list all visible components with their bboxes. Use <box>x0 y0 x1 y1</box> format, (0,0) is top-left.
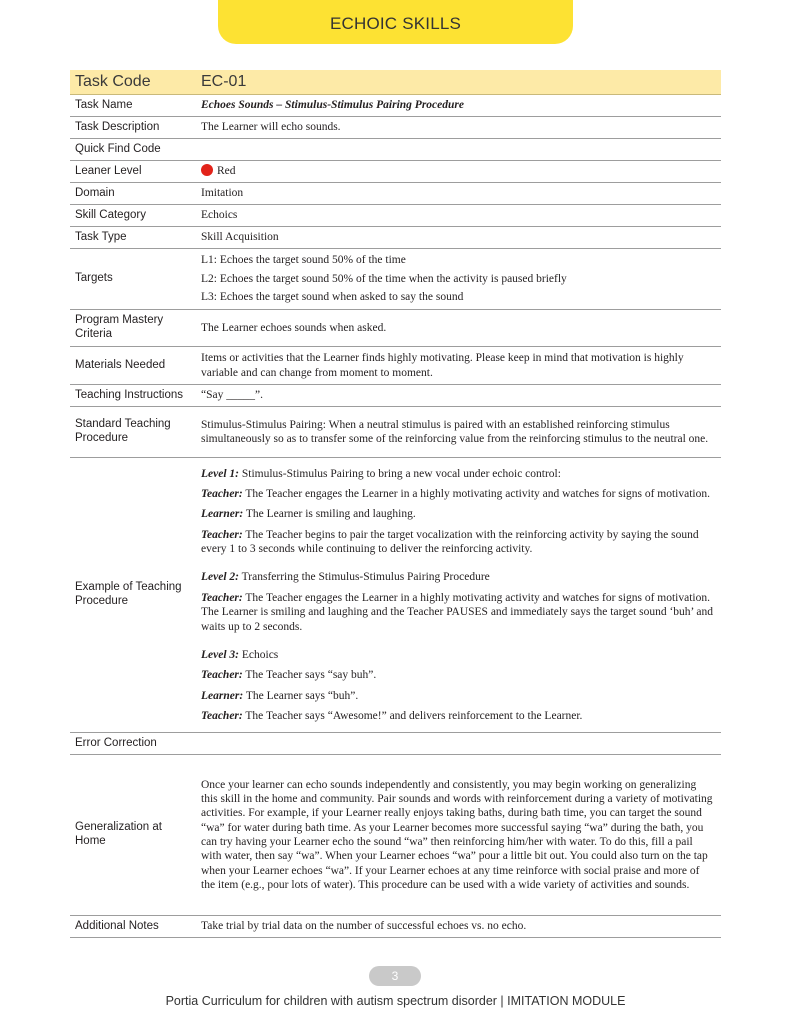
footer-text: Portia Curriculum for children with autism spectrum disorder | IMITATION MODULE <box>165 994 626 1008</box>
dialogue-line: Teacher: The Teacher says “Awesome!” and delivers reinforcement to the Learner. <box>201 710 583 723</box>
instructions-value: “Say _____”. <box>201 389 263 402</box>
task-code-value: EC-01 <box>201 73 247 90</box>
materials-label: Materials Needed <box>75 358 166 371</box>
instructions-label: Teaching Instructions <box>75 388 184 401</box>
task-type-value: Skill Acquisition <box>201 231 279 244</box>
level-2-heading: Level 2: Transferring the Stimulus-Stimulus Pairing Procedure <box>201 571 490 584</box>
notes-value: Take trial by trial data on the number of successful echoes vs. no echo. <box>201 920 527 933</box>
task-table <box>70 70 721 938</box>
row-skill-category <box>70 205 721 227</box>
learner-level-value <box>195 161 721 182</box>
targets-label: Targets <box>75 272 113 285</box>
mastery-label: Program Mastery Criteria <box>75 314 164 340</box>
domain-value: Imitation <box>201 187 244 200</box>
error-correction-value <box>195 733 721 754</box>
generalization-value: Once your learner can echo sounds independently and consistently, you may begin working on generalizing this skill in the home and community. Pair sounds and words with reinforcement during a variety of motivating activities. For example, if your Learner really enjoys taking baths, during bath time, you can target the sound “wa” for water during bath time. As your Learner becomes more successful saying “wa” during the bath, you can try having your Learner echo the sound “wa” then reinforcing him/her with water. To do this, fill a pail with water, then say “wa”. When your Learner echoes “wa” pour a little bit out. You could also turn on the tap when your Learner echoes “wa”. If your Learner echoes at any time reinforce with social praise and more of the item (e.g., pour lots of water). This procedure can be used with a wide variety of activities and sounds. <box>201 778 713 892</box>
page-number-badge: 3 <box>369 966 421 986</box>
row-task-description <box>70 117 721 139</box>
dialogue-line: Teacher: The Teacher engages the Learner in a highly motivating activity and watches for signs of motivation. The Learner is smiling and laughing and the Teacher PAUSES and immediately says the target sound ‘buh’ and waits up to 2 seconds. <box>201 591 714 633</box>
task-description-label: Task Description <box>75 120 160 133</box>
mastery-value: The Learner echoes sounds when asked. <box>201 321 387 334</box>
row-program-mastery <box>70 310 721 347</box>
task-name-label: Task Name <box>75 98 133 111</box>
page-title: ECHOIC SKILLS <box>329 14 462 33</box>
domain-label: Domain <box>75 186 115 199</box>
level-1-heading: Level 1: Stimulus-Stimulus Pairing to bring a new vocal under echoic control: <box>201 467 561 480</box>
row-standard-procedure <box>70 407 721 458</box>
target-item: L1: Echoes the target sound 50% of the time <box>201 254 406 267</box>
task-name-value: Echoes Sounds – Stimulus-Stimulus Pairing Procedure <box>201 99 464 112</box>
dialogue-line: Learner: The Learner says “buh”. <box>201 689 359 702</box>
row-additional-notes <box>70 916 721 938</box>
learner-level-text: Red <box>217 165 236 178</box>
error-correction-label: Error Correction <box>75 736 157 749</box>
dialogue-line: Teacher: The Teacher begins to pair the target vocalization with the reinforcing activity by saying the sound every 1 to 3 seconds while continuing to deliver the reinforcing activity. <box>201 528 699 556</box>
row-task-type <box>70 227 721 249</box>
task-type-label: Task Type <box>75 230 127 243</box>
row-error-correction <box>70 733 721 755</box>
row-example-procedure <box>70 458 721 733</box>
row-materials <box>70 347 721 385</box>
learner-level-label: Leaner Level <box>75 164 142 177</box>
standard-procedure-value: Stimulus-Stimulus Pairing: When a neutral stimulus is paired with an established reinforcing stimulus simultaneously so as to transfer some of the reinforcing value from the reinforcing stimulus to the neutral one. <box>201 418 709 445</box>
row-teaching-instructions <box>70 385 721 407</box>
dialogue-line: Teacher: The Teacher engages the Learner in a highly motivating activity and watches for signs of motivation. <box>201 487 710 500</box>
generalization-label: Generalization at Home <box>75 821 162 847</box>
row-learner-level <box>70 161 721 183</box>
dialogue-line: Teacher: The Teacher says “say buh”. <box>201 669 377 682</box>
dialogue-line: Learner: The Learner is smiling and laughing. <box>201 508 416 521</box>
row-quick-find-code <box>70 139 721 161</box>
notes-label: Additional Notes <box>75 919 159 932</box>
level-3-heading: Level 3: Echoics <box>201 648 279 661</box>
red-level-dot-icon <box>201 164 213 176</box>
row-generalization <box>70 755 721 916</box>
targets-value <box>195 249 721 309</box>
row-task-code <box>70 70 721 95</box>
row-task-name <box>70 95 721 117</box>
skill-category-value: Echoics <box>201 209 238 222</box>
row-domain <box>70 183 721 205</box>
task-description-value: The Learner will echo sounds. <box>201 121 341 134</box>
quick-find-code-value <box>195 139 721 160</box>
example-value <box>195 458 721 732</box>
example-label: Example of Teaching Procedure <box>75 581 182 607</box>
standard-procedure-label: Standard Teaching Procedure <box>75 418 171 444</box>
target-item: L2: Echoes the target sound 50% of the time when the activity is paused briefly <box>201 272 567 285</box>
materials-value: Items or activities that the Learner finds highly motivating. Please keep in mind that motivation is highly variable and can change from moment to moment. <box>201 352 684 379</box>
row-targets <box>70 249 721 310</box>
task-code-label: Task Code <box>75 73 151 91</box>
quick-find-code-label: Quick Find Code <box>75 142 161 155</box>
target-item: L3: Echoes the target sound when asked to say the sound <box>201 291 464 304</box>
skill-category-label: Skill Category <box>75 208 146 221</box>
